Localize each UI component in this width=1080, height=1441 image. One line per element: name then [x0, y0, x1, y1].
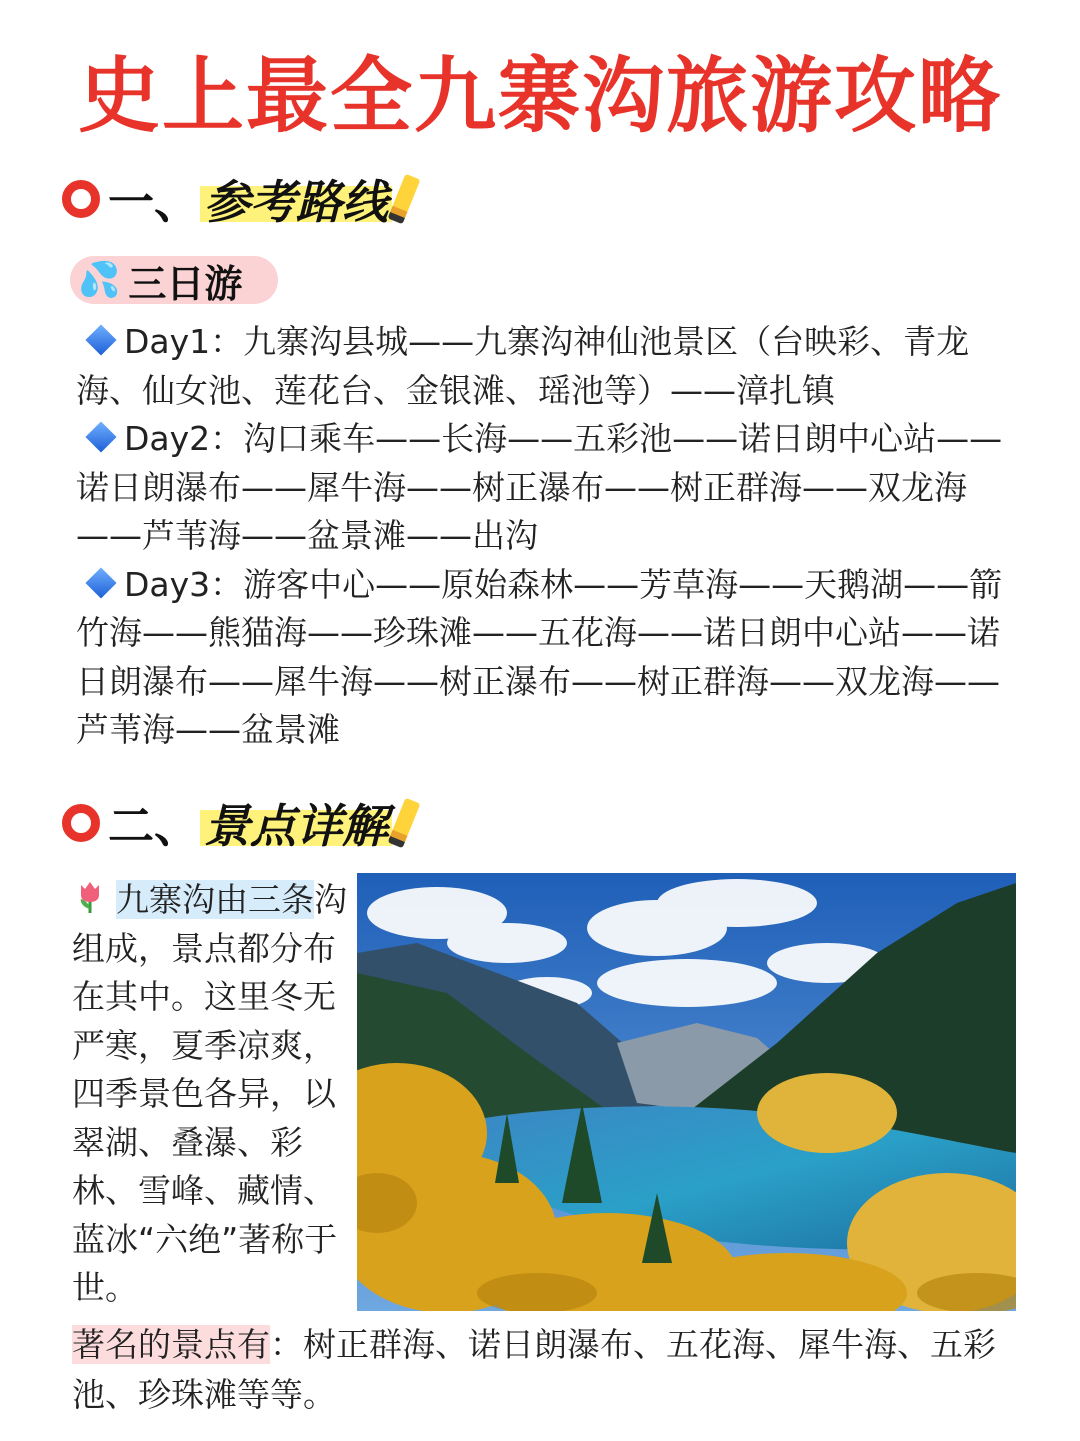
section-number: 一、	[108, 175, 200, 229]
page-title: 史上最全九寨沟旅游攻略	[77, 49, 1002, 144]
jiuzhaigou-lake-photo	[357, 873, 1016, 1311]
section-heading-attractions	[62, 788, 412, 858]
section-number: 二、	[108, 799, 200, 853]
pencil-icon	[388, 798, 421, 848]
attraction-description	[72, 876, 350, 1313]
sweat-drops-icon: 💦	[78, 260, 121, 300]
famous-attractions	[72, 1320, 1007, 1420]
route-list	[76, 318, 1006, 755]
day-item	[76, 415, 1006, 561]
pencil-icon	[388, 174, 421, 224]
famous-text: ：树正群海、诺日朗瀑布、五花海、犀牛海、五彩池、珍珠滩等等。	[72, 1325, 996, 1414]
day-text: Day2：沟口乘车——长海——五彩池——诺日朗中心站——诺日朗瀑布——犀牛海——树正瀑布——树正群海——双龙海——芦苇海——盆景滩——出沟	[76, 419, 1003, 555]
red-circle-icon	[62, 180, 100, 218]
day-text: Day1：九寨沟县城——九寨沟神仙池景区（台映彩、青龙海、仙女池、莲花台、金银滩、瑶池等）——漳扎镇	[76, 322, 970, 410]
blue-diamond-icon	[85, 567, 116, 598]
description-highlight: 九寨沟由三条	[116, 880, 314, 919]
day-text: Day3：游客中心——原始森林——芳草海——天鹅湖——箭竹海——熊猫海——珍珠滩——五花海——诺日朗中心站——诺日朗瀑布——犀牛海——树正瀑布——树正群海——双龙海——芦苇海——盆景滩	[76, 564, 1003, 749]
section-heading-routes	[62, 164, 412, 234]
section-title: 参考路线	[200, 166, 392, 232]
day-item	[76, 318, 1006, 415]
tulip-icon	[72, 879, 108, 915]
blue-diamond-icon	[85, 324, 116, 355]
day-item	[76, 561, 1006, 755]
red-circle-icon	[62, 804, 100, 842]
description-text: 沟组成，景点都分布在其中。这里冬无严寒，夏季凉爽，四季景色各异，以翠湖、叠瀑、彩林、雪峰、藏情、蓝冰“六绝”著称于世。	[72, 880, 347, 1307]
itinerary-tag	[70, 256, 278, 304]
famous-label: 著名的景点有	[72, 1325, 270, 1364]
itinerary-tag-label: 三日游	[128, 261, 243, 306]
blue-diamond-icon	[85, 421, 116, 452]
section-title: 景点详解	[200, 790, 392, 856]
